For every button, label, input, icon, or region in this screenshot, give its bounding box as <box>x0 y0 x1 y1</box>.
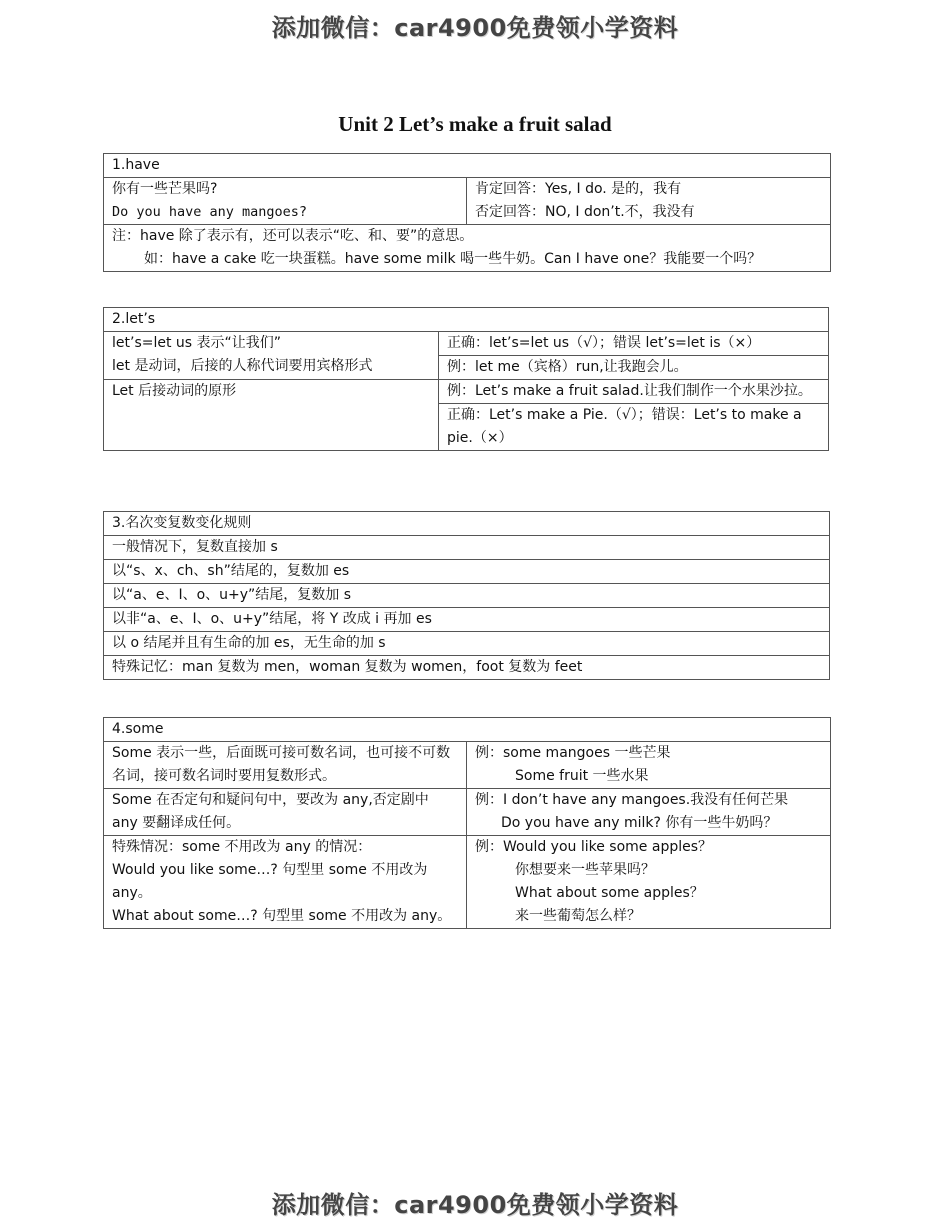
question-cell <box>104 178 467 225</box>
section-plural-table <box>103 511 830 680</box>
example-line: 例：Would you like some apples？ <box>475 839 713 855</box>
note-example: 如：have a cake 吃一块蛋糕。have some milk 喝一些牛奶。Can I have one？我能要一个吗？ <box>144 251 762 267</box>
example-line: 例：I don’t have any mangoes.我没有任何芒果 <box>475 792 789 808</box>
note-cell <box>104 225 831 272</box>
page-title: Unit 2 Let’s make a fruit salad <box>338 112 612 136</box>
answer-yes: 肯定回答：Yes, I do. 是的，我有 <box>475 181 682 197</box>
lets-meaning: let’s=let us 表示“让我们” <box>112 335 282 351</box>
question-cn: 你有一些芒果吗? <box>112 181 218 197</box>
example-line: What about some apples？ <box>515 885 704 901</box>
some-example-cell <box>467 742 831 789</box>
lets-correct2-cell: 正确：Let’s make a Pie.（√）；错误：Let’s to make a pie.（×） <box>439 404 829 451</box>
special-line: What about some…? 句型里 some 不用改为 any。 <box>112 908 452 924</box>
lets-pronoun-rule: let 是动词，后接的人称代词要用宾格形式 <box>112 358 373 374</box>
lets-example-cell: 例：let me（宾格）run,让我跑会儿。 <box>439 356 829 380</box>
section-have-table <box>103 153 831 272</box>
special-line: 特殊情况：some 不用改为 any 的情况： <box>112 839 372 855</box>
example-line: Do you have any milk? 你有一些牛奶吗？ <box>501 815 778 831</box>
note-line: 注：have 除了表示有，还可以表示“吃、和、要”的意思。 <box>112 228 474 244</box>
lets-correct-cell: 正确：let’s=let us（√）；错误 let’s=let is（×） <box>439 332 829 356</box>
question-en: Do you have any mangoes? <box>112 204 308 220</box>
answer-no: 否定回答：NO, I don’t.不，我没有 <box>475 204 695 220</box>
example-line: 来一些葡萄怎么样？ <box>515 908 641 924</box>
plural-rule: 以“s、x、ch、sh”结尾的，复数加 es <box>104 560 830 584</box>
section-header: 4.some <box>104 718 831 742</box>
plural-rule: 以 o 结尾并且有生命的加 es，无生命的加 s <box>104 632 830 656</box>
example-line: 例：some mangoes 一些芒果 <box>475 745 671 761</box>
section-some-table <box>103 717 831 929</box>
example-line: 你想要来一些苹果吗？ <box>515 862 655 878</box>
some-any-example-cell <box>467 789 831 836</box>
some-rule-cell: Some 表示一些，后面既可接可数名词，也可接不可数名词，接可数名词时要用复数形式。 <box>104 742 467 789</box>
answer-cell <box>467 178 831 225</box>
watermark-top: 添加微信：car4900免费领小学资料 <box>271 14 679 42</box>
lets-verb-rule-cell: Let 后接动词的原形 <box>104 380 439 451</box>
plural-rule: 以非“a、e、I、o、u+y”结尾，将 Y 改成 i 再加 es <box>104 608 830 632</box>
section-header: 3.名次变复数变化规则 <box>104 512 830 536</box>
watermark-bottom: 添加微信：car4900免费领小学资料 <box>271 1191 679 1219</box>
some-special-cell <box>104 836 467 929</box>
plural-rule: 以“a、e、I、o、u+y”结尾，复数加 s <box>104 584 830 608</box>
lets-meaning-cell <box>104 332 439 380</box>
section-header: 2.let’s <box>104 308 829 332</box>
plural-rule: 特殊记忆：man 复数为 men，woman 复数为 women，foot 复数为 feet <box>104 656 830 680</box>
section-lets-table <box>103 307 829 451</box>
example-line: Some fruit 一些水果 <box>515 768 649 784</box>
section-header: 1.have <box>104 154 831 178</box>
some-special-example-cell <box>467 836 831 929</box>
lets-example2-cell: 例：Let’s make a fruit salad.让我们制作一个水果沙拉。 <box>439 380 829 404</box>
plural-rule: 一般情况下，复数直接加 s <box>104 536 830 560</box>
some-any-rule-cell: Some 在否定句和疑问句中，要改为 any,否定剧中 any 要翻译成任何。 <box>104 789 467 836</box>
special-line: Would you like some…? 句型里 some 不用改为 any。 <box>112 862 428 901</box>
